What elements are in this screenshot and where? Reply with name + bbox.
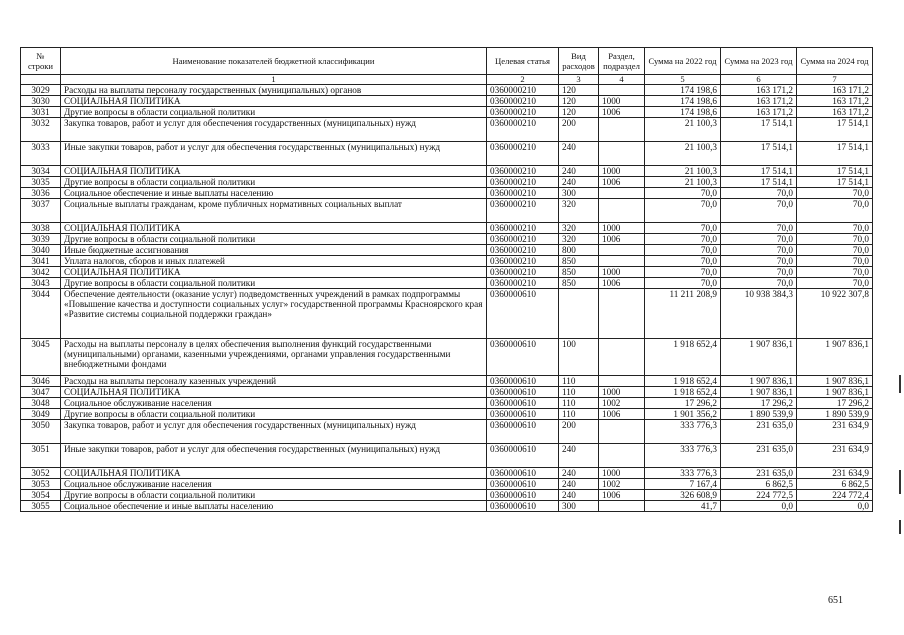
sum-2022-cell: 21 100,3	[645, 177, 721, 188]
sum-2024-cell: 70,0	[797, 256, 873, 267]
target-article-cell: 0360000610	[487, 339, 559, 376]
sum-2022-cell: 21 100,3	[645, 118, 721, 142]
sum-2024-cell: 70,0	[797, 223, 873, 234]
column-number-blank	[21, 75, 61, 85]
row-number-cell: 3030	[21, 96, 61, 107]
table-row	[21, 256, 873, 267]
section-cell: 1000	[599, 267, 645, 278]
sum-2024-cell: 70,0	[797, 278, 873, 289]
sum-2022-cell: 1 918 652,4	[645, 387, 721, 398]
sum-2022-cell: 174 198,6	[645, 96, 721, 107]
table-row	[21, 409, 873, 420]
row-number-cell: 3048	[21, 398, 61, 409]
sum-2024-cell: 1 907 836,1	[797, 387, 873, 398]
table-row	[21, 398, 873, 409]
row-number-cell: 3043	[21, 278, 61, 289]
target-article-cell: 0360000210	[487, 85, 559, 96]
expense-type-cell: 320	[559, 234, 599, 245]
sum-2024-cell: 1 907 836,1	[797, 376, 873, 387]
column-number: 4	[599, 75, 645, 85]
target-article-cell: 0360000210	[487, 107, 559, 118]
section-cell: 1006	[599, 409, 645, 420]
sum-2023-cell: 17 296,2	[721, 398, 797, 409]
indicator-name-cell: Другие вопросы в области социальной политики	[61, 490, 487, 501]
header-sum-2024: Сумма на 2024 год	[797, 48, 873, 75]
sum-2022-cell: 333 776,3	[645, 420, 721, 444]
sum-2024-cell: 231 634,9	[797, 420, 873, 444]
column-number: 2	[487, 75, 559, 85]
target-article-cell: 0360000610	[487, 479, 559, 490]
table-row	[21, 234, 873, 245]
section-cell	[599, 256, 645, 267]
table-row	[21, 166, 873, 177]
sum-2024-cell: 10 922 307,8	[797, 289, 873, 339]
indicator-name-cell: Расходы на выплаты персоналу казенных учреждений	[61, 376, 487, 387]
table-row	[21, 479, 873, 490]
sum-2023-cell: 163 171,2	[721, 107, 797, 118]
row-number-cell: 3049	[21, 409, 61, 420]
sum-2024-cell: 70,0	[797, 188, 873, 199]
sum-2024-cell: 231 634,9	[797, 468, 873, 479]
column-number: 7	[797, 75, 873, 85]
expense-type-cell: 120	[559, 85, 599, 96]
table-row	[21, 339, 873, 376]
row-number-cell: 3032	[21, 118, 61, 142]
sum-2023-cell: 163 171,2	[721, 85, 797, 96]
sum-2023-cell: 70,0	[721, 256, 797, 267]
expense-type-cell: 300	[559, 188, 599, 199]
header-expense-type: Вид расходов	[559, 48, 599, 75]
sum-2022-cell: 21 100,3	[645, 166, 721, 177]
column-number: 6	[721, 75, 797, 85]
section-cell	[599, 118, 645, 142]
sum-2024-cell: 17 514,1	[797, 177, 873, 188]
expense-type-cell: 320	[559, 199, 599, 223]
scan-margin-mark	[899, 520, 901, 534]
sum-2022-cell: 1 918 652,4	[645, 376, 721, 387]
expense-type-cell: 850	[559, 256, 599, 267]
target-article-cell: 0360000210	[487, 177, 559, 188]
sum-2024-cell: 70,0	[797, 199, 873, 223]
sum-2024-cell: 6 862,5	[797, 479, 873, 490]
sum-2024-cell: 70,0	[797, 267, 873, 278]
expense-type-cell: 240	[559, 142, 599, 166]
target-article-cell: 0360000610	[487, 468, 559, 479]
target-article-cell: 0360000210	[487, 278, 559, 289]
sum-2023-cell: 1 907 836,1	[721, 376, 797, 387]
table-body	[21, 85, 873, 512]
expense-type-cell: 240	[559, 166, 599, 177]
section-cell: 1000	[599, 468, 645, 479]
sum-2022-cell: 70,0	[645, 223, 721, 234]
sum-2022-cell: 333 776,3	[645, 468, 721, 479]
sum-2024-cell: 70,0	[797, 234, 873, 245]
row-number-cell: 3044	[21, 289, 61, 339]
indicator-name-cell: СОЦИАЛЬНАЯ ПОЛИТИКА	[61, 96, 487, 107]
indicator-name-cell: Социальное обслуживание населения	[61, 479, 487, 490]
table-row	[21, 387, 873, 398]
expense-type-cell: 320	[559, 223, 599, 234]
sum-2023-cell: 17 514,1	[721, 177, 797, 188]
section-cell: 1006	[599, 278, 645, 289]
indicator-name-cell: Социальное обслуживание населения	[61, 398, 487, 409]
table-row	[21, 490, 873, 501]
expense-type-cell: 850	[559, 267, 599, 278]
sum-2023-cell: 70,0	[721, 245, 797, 256]
expense-type-cell: 100	[559, 339, 599, 376]
target-article-cell: 0360000610	[487, 376, 559, 387]
sum-2022-cell: 1 918 652,4	[645, 339, 721, 376]
row-number-cell: 3034	[21, 166, 61, 177]
table-row	[21, 118, 873, 142]
header-sum-2022: Сумма на 2022 год	[645, 48, 721, 75]
page-number: 651	[828, 595, 843, 606]
sum-2023-cell: 70,0	[721, 278, 797, 289]
indicator-name-cell: Иные закупки товаров, работ и услуг для обеспечения государственных (муниципальных) нужд	[61, 444, 487, 468]
sum-2024-cell: 70,0	[797, 245, 873, 256]
indicator-name-cell: Другие вопросы в области социальной политики	[61, 234, 487, 245]
target-article-cell: 0360000610	[487, 444, 559, 468]
sum-2024-cell: 224 772,4	[797, 490, 873, 501]
row-number-cell: 3053	[21, 479, 61, 490]
indicator-name-cell: Обеспечение деятельности (оказание услуг) подведомственных учреждений в рамках подпрограммы «Повышение качества и доступности социальных услуг» государственной программы Красноярского края «Развитие системы социальной поддержки граждан»	[61, 289, 487, 339]
indicator-name-cell: СОЦИАЛЬНАЯ ПОЛИТИКА	[61, 468, 487, 479]
sum-2022-cell: 41,7	[645, 501, 721, 512]
sum-2024-cell: 17 514,1	[797, 142, 873, 166]
sum-2023-cell: 17 514,1	[721, 166, 797, 177]
sum-2023-cell: 17 514,1	[721, 118, 797, 142]
sum-2023-cell: 70,0	[721, 199, 797, 223]
indicator-name-cell: Расходы на выплаты персоналу в целях обеспечения выполнения функций государственными (муниципальными) органами, казенными учреждениями, органами управления государственными внебюджетными фондами	[61, 339, 487, 376]
row-number-cell: 3038	[21, 223, 61, 234]
sum-2022-cell: 70,0	[645, 199, 721, 223]
target-article-cell: 0360000610	[487, 398, 559, 409]
target-article-cell: 0360000210	[487, 223, 559, 234]
sum-2022-cell: 333 776,3	[645, 444, 721, 468]
row-number-cell: 3051	[21, 444, 61, 468]
sum-2022-cell: 326 608,9	[645, 490, 721, 501]
expense-type-cell	[559, 289, 599, 339]
row-number-cell: 3035	[21, 177, 61, 188]
row-number-cell: 3054	[21, 490, 61, 501]
section-cell	[599, 188, 645, 199]
section-cell: 1006	[599, 490, 645, 501]
indicator-name-cell: Другие вопросы в области социальной политики	[61, 177, 487, 188]
indicator-name-cell: Закупка товаров, работ и услуг для обеспечения государственных (муниципальных) нужд	[61, 420, 487, 444]
column-number: 3	[559, 75, 599, 85]
section-cell: 1006	[599, 234, 645, 245]
indicator-name-cell: СОЦИАЛЬНАЯ ПОЛИТИКА	[61, 166, 487, 177]
sum-2022-cell: 70,0	[645, 188, 721, 199]
indicator-name-cell: Иные закупки товаров, работ и услуг для обеспечения государственных (муниципальных) нужд	[61, 142, 487, 166]
sum-2022-cell: 70,0	[645, 256, 721, 267]
sum-2022-cell: 70,0	[645, 278, 721, 289]
section-cell: 1000	[599, 166, 645, 177]
indicator-name-cell: Социальные выплаты гражданам, кроме публичных нормативных социальных выплат	[61, 199, 487, 223]
target-article-cell: 0360000610	[487, 501, 559, 512]
sum-2024-cell: 17 514,1	[797, 118, 873, 142]
section-cell	[599, 85, 645, 96]
target-article-cell: 0360000610	[487, 409, 559, 420]
column-number: 5	[645, 75, 721, 85]
section-cell: 1002	[599, 398, 645, 409]
row-number-cell: 3036	[21, 188, 61, 199]
row-number-cell: 3047	[21, 387, 61, 398]
section-cell: 1000	[599, 96, 645, 107]
header-sum-2023: Сумма на 2023 год	[721, 48, 797, 75]
table-row	[21, 444, 873, 468]
section-cell: 1002	[599, 479, 645, 490]
indicator-name-cell: Социальное обеспечение и иные выплаты населению	[61, 501, 487, 512]
table-row	[21, 468, 873, 479]
target-article-cell: 0360000210	[487, 199, 559, 223]
section-cell	[599, 501, 645, 512]
expense-type-cell: 800	[559, 245, 599, 256]
target-article-cell: 0360000610	[487, 420, 559, 444]
row-number-cell: 3046	[21, 376, 61, 387]
sum-2024-cell: 163 171,2	[797, 96, 873, 107]
sum-2023-cell: 0,0	[721, 501, 797, 512]
table-row	[21, 376, 873, 387]
sum-2023-cell: 231 635,0	[721, 444, 797, 468]
sum-2023-cell: 70,0	[721, 267, 797, 278]
section-cell	[599, 289, 645, 339]
sum-2023-cell: 1 907 836,1	[721, 387, 797, 398]
section-cell	[599, 420, 645, 444]
expense-type-cell: 240	[559, 479, 599, 490]
section-cell: 1000	[599, 223, 645, 234]
column-number-row	[21, 75, 873, 85]
row-number-cell: 3050	[21, 420, 61, 444]
sum-2024-cell: 1 907 836,1	[797, 339, 873, 376]
section-cell	[599, 142, 645, 166]
section-cell	[599, 245, 645, 256]
target-article-cell: 0360000210	[487, 142, 559, 166]
target-article-cell: 0360000210	[487, 245, 559, 256]
sum-2022-cell: 70,0	[645, 245, 721, 256]
target-article-cell: 0360000210	[487, 96, 559, 107]
sum-2023-cell: 70,0	[721, 223, 797, 234]
table-row	[21, 142, 873, 166]
sum-2023-cell: 231 635,0	[721, 420, 797, 444]
indicator-name-cell: Социальное обеспечение и иные выплаты населению	[61, 188, 487, 199]
sum-2024-cell: 17 514,1	[797, 166, 873, 177]
header-row	[21, 48, 873, 75]
row-number-cell: 3042	[21, 267, 61, 278]
sum-2022-cell: 17 296,2	[645, 398, 721, 409]
indicator-name-cell: Уплата налогов, сборов и иных платежей	[61, 256, 487, 267]
section-cell: 1006	[599, 177, 645, 188]
indicator-name-cell: Другие вопросы в области социальной политики	[61, 409, 487, 420]
indicator-name-cell: Другие вопросы в области социальной политики	[61, 107, 487, 118]
table-row	[21, 289, 873, 339]
target-article-cell: 0360000210	[487, 234, 559, 245]
sum-2024-cell: 17 296,2	[797, 398, 873, 409]
sum-2023-cell: 1 907 836,1	[721, 339, 797, 376]
row-number-cell: 3055	[21, 501, 61, 512]
table-row	[21, 188, 873, 199]
sum-2023-cell: 10 938 384,3	[721, 289, 797, 339]
sum-2024-cell: 1 890 539,9	[797, 409, 873, 420]
budget-table	[20, 47, 873, 512]
section-cell: 1006	[599, 107, 645, 118]
row-number-cell: 3033	[21, 142, 61, 166]
expense-type-cell: 850	[559, 278, 599, 289]
expense-type-cell: 120	[559, 96, 599, 107]
target-article-cell: 0360000210	[487, 188, 559, 199]
sum-2022-cell: 1 901 356,2	[645, 409, 721, 420]
header-row-number: № строки	[21, 48, 61, 75]
sum-2023-cell: 70,0	[721, 234, 797, 245]
table-row	[21, 223, 873, 234]
row-number-cell: 3052	[21, 468, 61, 479]
table-row	[21, 245, 873, 256]
section-cell	[599, 339, 645, 376]
indicator-name-cell: СОЦИАЛЬНАЯ ПОЛИТИКА	[61, 387, 487, 398]
sum-2023-cell: 224 772,5	[721, 490, 797, 501]
expense-type-cell: 240	[559, 490, 599, 501]
expense-type-cell: 110	[559, 376, 599, 387]
sum-2023-cell: 231 635,0	[721, 468, 797, 479]
expense-type-cell: 110	[559, 409, 599, 420]
column-number: 1	[61, 75, 487, 85]
table-row	[21, 267, 873, 278]
table-row	[21, 501, 873, 512]
indicator-name-cell: СОЦИАЛЬНАЯ ПОЛИТИКА	[61, 267, 487, 278]
table-row	[21, 107, 873, 118]
table-row	[21, 278, 873, 289]
expense-type-cell: 110	[559, 398, 599, 409]
expense-type-cell: 200	[559, 118, 599, 142]
target-article-cell: 0360000610	[487, 387, 559, 398]
target-article-cell: 0360000210	[487, 256, 559, 267]
row-number-cell: 3039	[21, 234, 61, 245]
target-article-cell: 0360000610	[487, 289, 559, 339]
expense-type-cell: 300	[559, 501, 599, 512]
header-target-article: Целевая статья	[487, 48, 559, 75]
sum-2022-cell: 70,0	[645, 267, 721, 278]
header-section: Раздел, подраздел	[599, 48, 645, 75]
indicator-name-cell: Другие вопросы в области социальной политики	[61, 278, 487, 289]
scan-margin-mark	[899, 470, 901, 494]
expense-type-cell: 110	[559, 387, 599, 398]
target-article-cell: 0360000210	[487, 267, 559, 278]
sum-2022-cell: 174 198,6	[645, 107, 721, 118]
target-article-cell: 0360000210	[487, 118, 559, 142]
sum-2023-cell: 6 862,5	[721, 479, 797, 490]
expense-type-cell: 120	[559, 107, 599, 118]
row-number-cell: 3037	[21, 199, 61, 223]
expense-type-cell: 240	[559, 444, 599, 468]
sum-2022-cell: 7 167,4	[645, 479, 721, 490]
row-number-cell: 3041	[21, 256, 61, 267]
sum-2023-cell: 70,0	[721, 188, 797, 199]
row-number-cell: 3045	[21, 339, 61, 376]
target-article-cell: 0360000610	[487, 490, 559, 501]
indicator-name-cell: Закупка товаров, работ и услуг для обеспечения государственных (муниципальных) нужд	[61, 118, 487, 142]
sum-2024-cell: 163 171,2	[797, 107, 873, 118]
sum-2024-cell: 0,0	[797, 501, 873, 512]
table-row	[21, 420, 873, 444]
row-number-cell: 3031	[21, 107, 61, 118]
table-row	[21, 199, 873, 223]
indicator-name-cell: Иные бюджетные ассигнования	[61, 245, 487, 256]
sum-2024-cell: 231 634,9	[797, 444, 873, 468]
sum-2023-cell: 17 514,1	[721, 142, 797, 166]
target-article-cell: 0360000210	[487, 166, 559, 177]
sum-2023-cell: 1 890 539,9	[721, 409, 797, 420]
table-row	[21, 96, 873, 107]
expense-type-cell: 240	[559, 468, 599, 479]
header-indicator-name: Наименование показателей бюджетной классификации	[61, 48, 487, 75]
sum-2023-cell: 163 171,2	[721, 96, 797, 107]
sum-2022-cell: 174 198,6	[645, 85, 721, 96]
section-cell	[599, 444, 645, 468]
section-cell	[599, 376, 645, 387]
indicator-name-cell: Расходы на выплаты персоналу государственных (муниципальных) органов	[61, 85, 487, 96]
sum-2024-cell: 163 171,2	[797, 85, 873, 96]
expense-type-cell: 200	[559, 420, 599, 444]
scan-margin-mark	[899, 375, 901, 393]
row-number-cell: 3029	[21, 85, 61, 96]
expense-type-cell: 240	[559, 177, 599, 188]
sum-2022-cell: 11 211 208,9	[645, 289, 721, 339]
section-cell	[599, 199, 645, 223]
indicator-name-cell: СОЦИАЛЬНАЯ ПОЛИТИКА	[61, 223, 487, 234]
sum-2022-cell: 70,0	[645, 234, 721, 245]
table-row	[21, 177, 873, 188]
section-cell: 1000	[599, 387, 645, 398]
table-row	[21, 85, 873, 96]
row-number-cell: 3040	[21, 245, 61, 256]
sum-2022-cell: 21 100,3	[645, 142, 721, 166]
